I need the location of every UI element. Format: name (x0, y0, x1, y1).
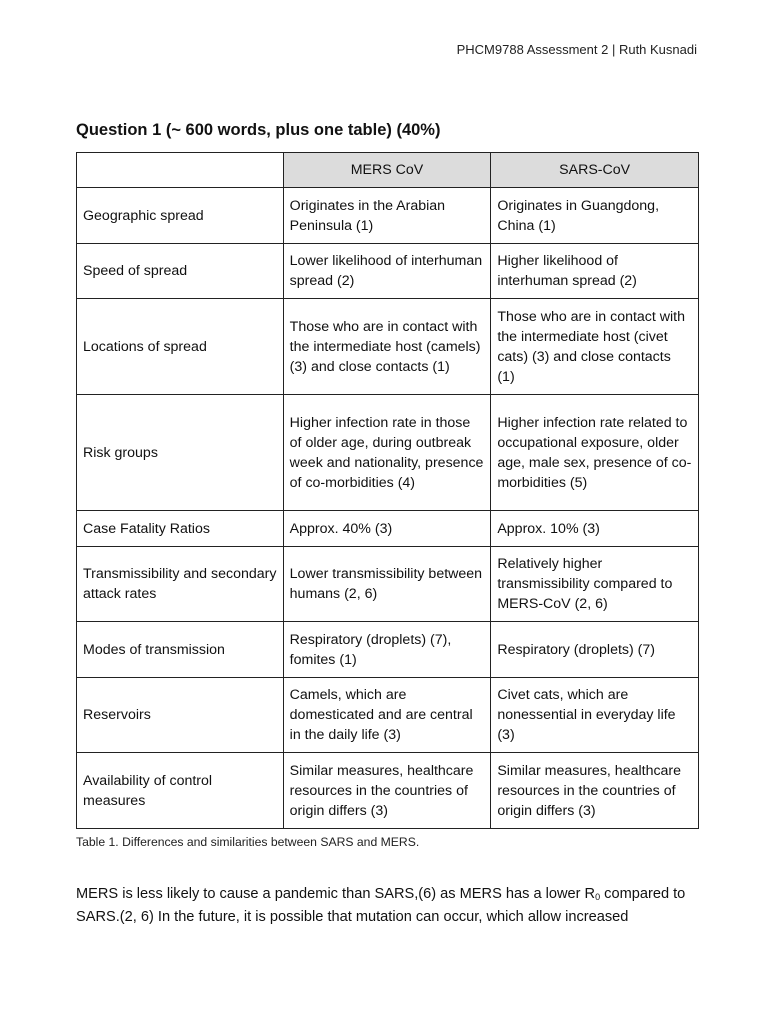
mers-cell: Those who are in contact with the intermediate host (camels) (3) and close contacts (1) (283, 299, 491, 395)
page-header: PHCM9788 Assessment 2 | Ruth Kusnadi (456, 42, 697, 57)
sars-cell: Higher infection rate related to occupational exposure, older age, male sex, presence of co-morbidities (5) (491, 395, 699, 511)
mers-cell: Similar measures, healthcare resources in the countries of origin differs (3) (283, 753, 491, 829)
mers-cell: Originates in the Arabian Peninsula (1) (283, 188, 491, 244)
row-label: Geographic spread (77, 188, 284, 244)
table-row (77, 188, 699, 244)
sars-cell: Similar measures, healthcare resources in the countries of origin differs (3) (491, 753, 699, 829)
table-row (77, 244, 699, 299)
sars-cell: Approx. 10% (3) (491, 511, 699, 547)
comparison-table (76, 152, 699, 829)
question-title: Question 1 (~ 600 words, plus one table) (40%) (76, 121, 441, 139)
mers-cell: Approx. 40% (3) (283, 511, 491, 547)
row-label: Risk groups (77, 395, 284, 511)
table-row (77, 299, 699, 395)
row-label: Availability of control measures (77, 753, 284, 829)
table-header-empty (77, 153, 284, 188)
sars-cell: Relatively higher transmissibility compared to MERS-CoV (2, 6) (491, 547, 699, 622)
r-naught-subscript: 0 (595, 892, 601, 902)
body-paragraph (76, 884, 706, 927)
row-label: Speed of spread (77, 244, 284, 299)
paragraph-text-part1: MERS is less likely to cause a pandemic than SARS,(6) as MERS has a lower R (76, 886, 596, 902)
mers-cell: Respiratory (droplets) (7), fomites (1) (283, 622, 491, 678)
mers-cell: Lower transmissibility between humans (2, 6) (283, 547, 491, 622)
mers-cell: Higher infection rate in those of older age, during outbreak week and nationality, presence of co-morbidities (4) (283, 395, 491, 511)
table-row (77, 511, 699, 547)
sars-cell: Respiratory (droplets) (7) (491, 622, 699, 678)
paragraph-text-part2: compared to SARS.(2, 6) In the future, it is possible that mutation can occur, which allow increased (76, 886, 686, 925)
row-label: Transmissibility and secondary attack rates (77, 547, 284, 622)
table-header-sars: SARS-CoV (491, 153, 699, 188)
table-row (77, 678, 699, 753)
sars-cell: Civet cats, which are nonessential in everyday life (3) (491, 678, 699, 753)
table-header-mers: MERS CoV (283, 153, 491, 188)
table-row (77, 547, 699, 622)
row-label: Reservoirs (77, 678, 284, 753)
sars-cell: Originates in Guangdong, China (1) (491, 188, 699, 244)
table-caption: Table 1. Differences and similarities between SARS and MERS. (76, 835, 420, 849)
sars-cell: Those who are in contact with the intermediate host (civet cats) (3) and close contacts (1) (491, 299, 699, 395)
table-row (77, 622, 699, 678)
mers-cell: Lower likelihood of interhuman spread (2) (283, 244, 491, 299)
mers-cell: Camels, which are domesticated and are central in the daily life (3) (283, 678, 491, 753)
row-label: Case Fatality Ratios (77, 511, 284, 547)
table-row (77, 395, 699, 511)
row-label: Modes of transmission (77, 622, 284, 678)
row-label: Locations of spread (77, 299, 284, 395)
table-row (77, 753, 699, 829)
table-header-row (77, 153, 699, 188)
sars-cell: Higher likelihood of interhuman spread (2) (491, 244, 699, 299)
